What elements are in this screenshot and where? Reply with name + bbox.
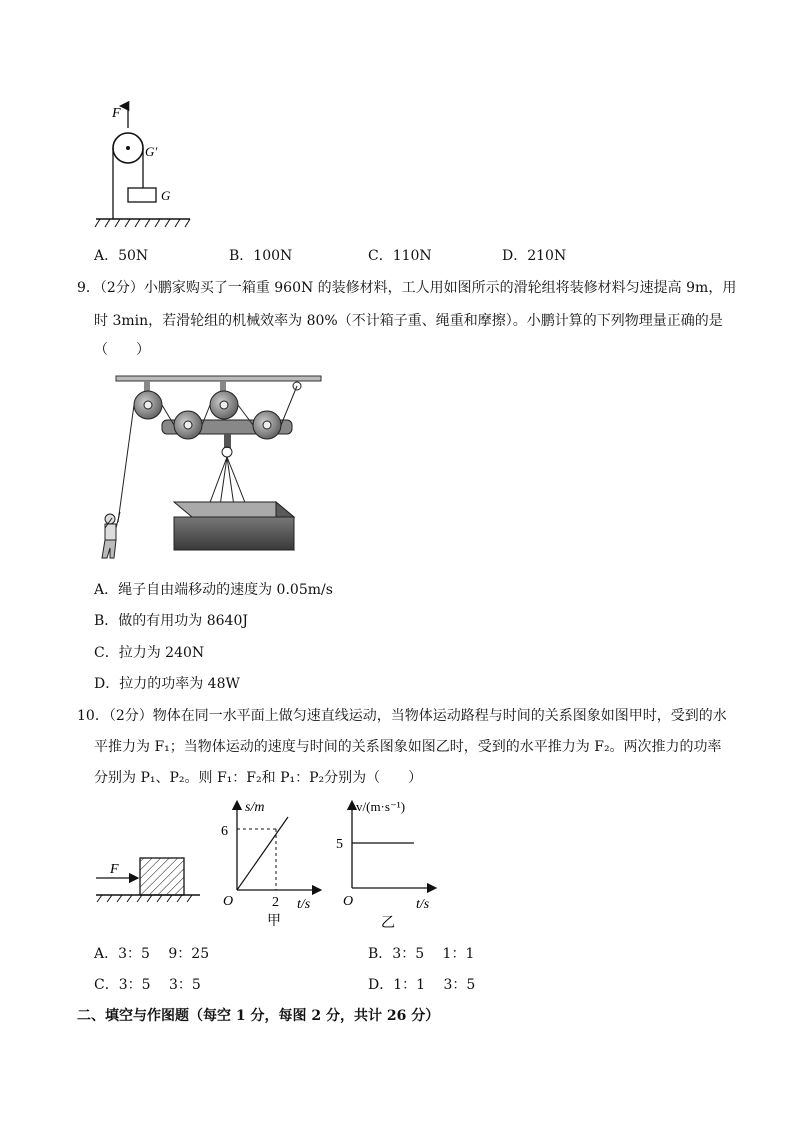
jia-y-tick: 6 (221, 824, 228, 839)
yi-ylabel: v/(m·s⁻¹) (356, 799, 406, 814)
q10-option-d[interactable]: D．1：1 3：5 (368, 977, 476, 993)
q10-graph-yi (330, 795, 442, 935)
q9-stem-line1: 9．（2分）小鹏家购买了一箱重 960N 的装修材料，工人用如图所示的滑轮组将装修材料匀速提高 9m，用 (77, 280, 737, 296)
yi-origin: O (343, 894, 354, 909)
q10-graph-jia (215, 795, 325, 935)
q10-option-c[interactable]: C．3：5 3：5 (94, 977, 201, 993)
yi-y-tick: 5 (336, 837, 343, 852)
q9-option-d[interactable]: D．拉力的功率为 48W (94, 676, 240, 692)
yi-caption: 乙 (381, 916, 395, 931)
q9-pulley-system-figure (96, 372, 326, 564)
q10-option-b[interactable]: B．3：5 1：1 (368, 946, 475, 962)
q10-option-a[interactable]: A．3：5 9：25 (94, 946, 210, 962)
q8-option-c[interactable]: C．110N (368, 248, 432, 264)
jia-caption: 甲 (267, 914, 281, 929)
q10-block-figure (92, 850, 207, 905)
q10-stem-line1: 10．（2分）物体在同一水平面上做匀速直线运动，当物体运动路程与时间的关系图象如图甲时，受到的水 (77, 708, 727, 724)
jia-origin: O (223, 894, 234, 909)
section-2-heading: 二、填空与作图题（每空 1 分，每图 2 分，共计 26 分） (77, 1008, 440, 1024)
q8-pulley-figure (90, 98, 200, 230)
q9-answer-blank: （ ） (94, 342, 150, 358)
yi-xlabel: t/s (416, 897, 430, 912)
q9-stem-line2: 时 3min，若滑轮组的机械效率为 80%（不计箱子重、绳重和摩擦）。小鹏计算的下列物理量正确的是 (94, 313, 723, 329)
q9-option-b[interactable]: B．做的有用功为 8640J (94, 613, 248, 629)
q10-stem-line2: 平推力为 F₁；当物体运动的速度与时间的关系图象如图乙时，受到的水平推力为 F₂。两次推力的功率 (94, 739, 722, 755)
q9-option-a[interactable]: A．绳子自由端移动的速度为 0.05m/s (94, 582, 333, 598)
q8-option-b[interactable]: B．100N (229, 248, 293, 264)
jia-ylabel: s/m (245, 800, 265, 815)
q8-option-a[interactable]: A．50N (94, 248, 149, 264)
q8-option-d[interactable]: D．210N (502, 248, 567, 264)
jia-x-tick: 2 (272, 895, 279, 910)
q8-pulley-label: G′ (145, 144, 158, 159)
q10-force-label: F (110, 862, 119, 877)
q8-load-label: G (161, 188, 171, 203)
q9-option-c[interactable]: C．拉力为 240N (94, 645, 205, 661)
jia-xlabel: t/s (297, 897, 311, 912)
q10-stem-line3: 分别为 P₁、P₂。则 F₁：F₂和 P₁：P₂分别为（ ） (94, 770, 423, 786)
q8-force-label: F (112, 106, 121, 121)
